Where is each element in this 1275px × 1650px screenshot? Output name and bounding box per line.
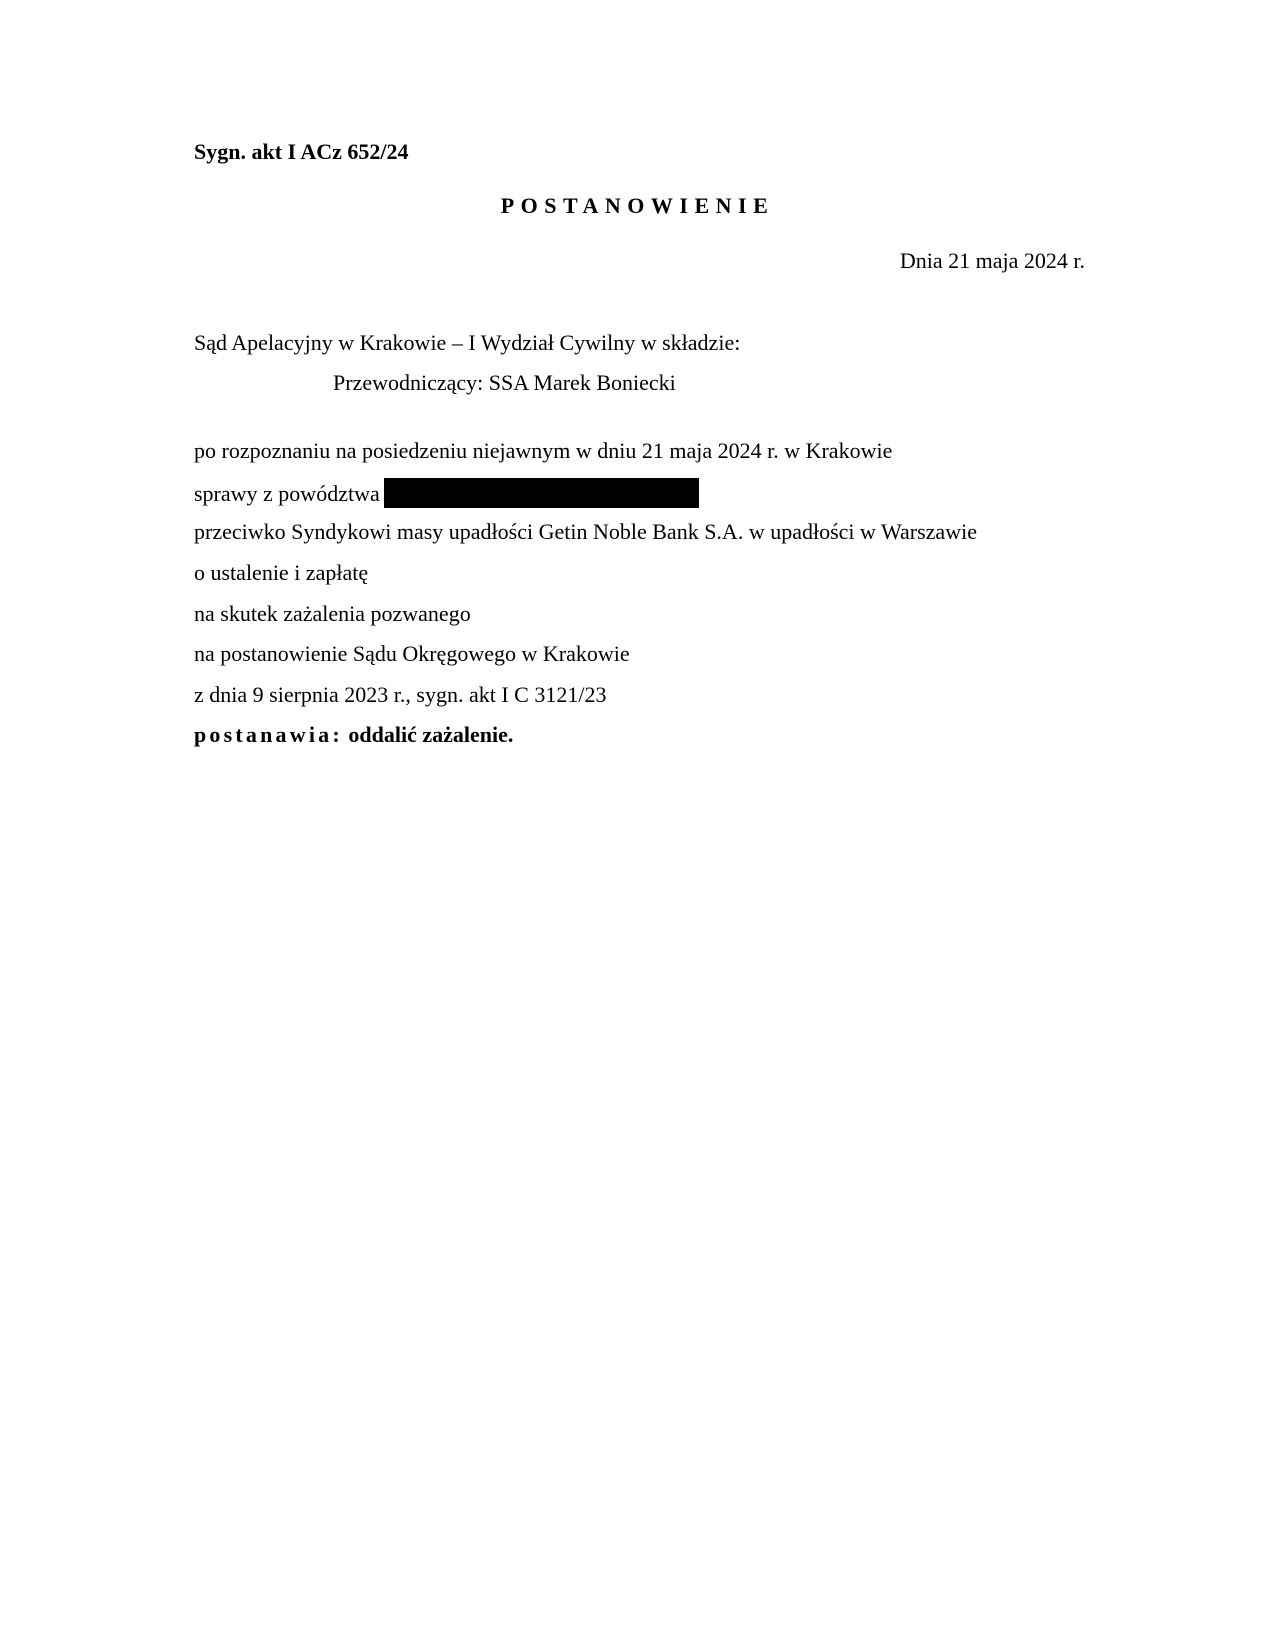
redacted-plaintiff-name (384, 478, 699, 508)
ruling-decision: oddalić zażalenie. (342, 722, 514, 747)
plaintiff-line (194, 478, 699, 508)
hearing-line: po rozpoznaniu na posiedzeniu niejawnym w dniu 21 maja 2024 r. w Krakowie (194, 438, 893, 463)
lower-court-date-line: z dnia 9 sierpnia 2023 r., sygn. akt I C 3121/23 (194, 682, 607, 707)
document-date: Dnia 21 maja 2024 r. (899, 248, 1085, 273)
claim-subject-line: o ustalenie i zapłatę (194, 560, 369, 585)
appeal-line: na skutek zażalenia pozwanego (194, 601, 471, 626)
defendant-line: przeciwko Syndykowi masy upadłości Getin Noble Bank S.A. w upadłości w Warszawie (194, 519, 977, 544)
plaintiff-label: sprawy z powództwa (194, 481, 380, 506)
court-composition: Sąd Apelacyjny w Krakowie – I Wydział Cywilny w składzie: (194, 330, 741, 355)
presiding-judge: Przewodniczący: SSA Marek Boniecki (333, 370, 676, 395)
document-title: POSTANOWIENIE (500, 193, 775, 218)
ruling-line (194, 721, 513, 749)
lower-court-line: na postanowienie Sądu Okręgowego w Krakowie (194, 641, 630, 666)
case-signature: Sygn. akt I ACz 652/24 (194, 139, 409, 164)
ruling-keyword: postanawia: (194, 722, 343, 747)
